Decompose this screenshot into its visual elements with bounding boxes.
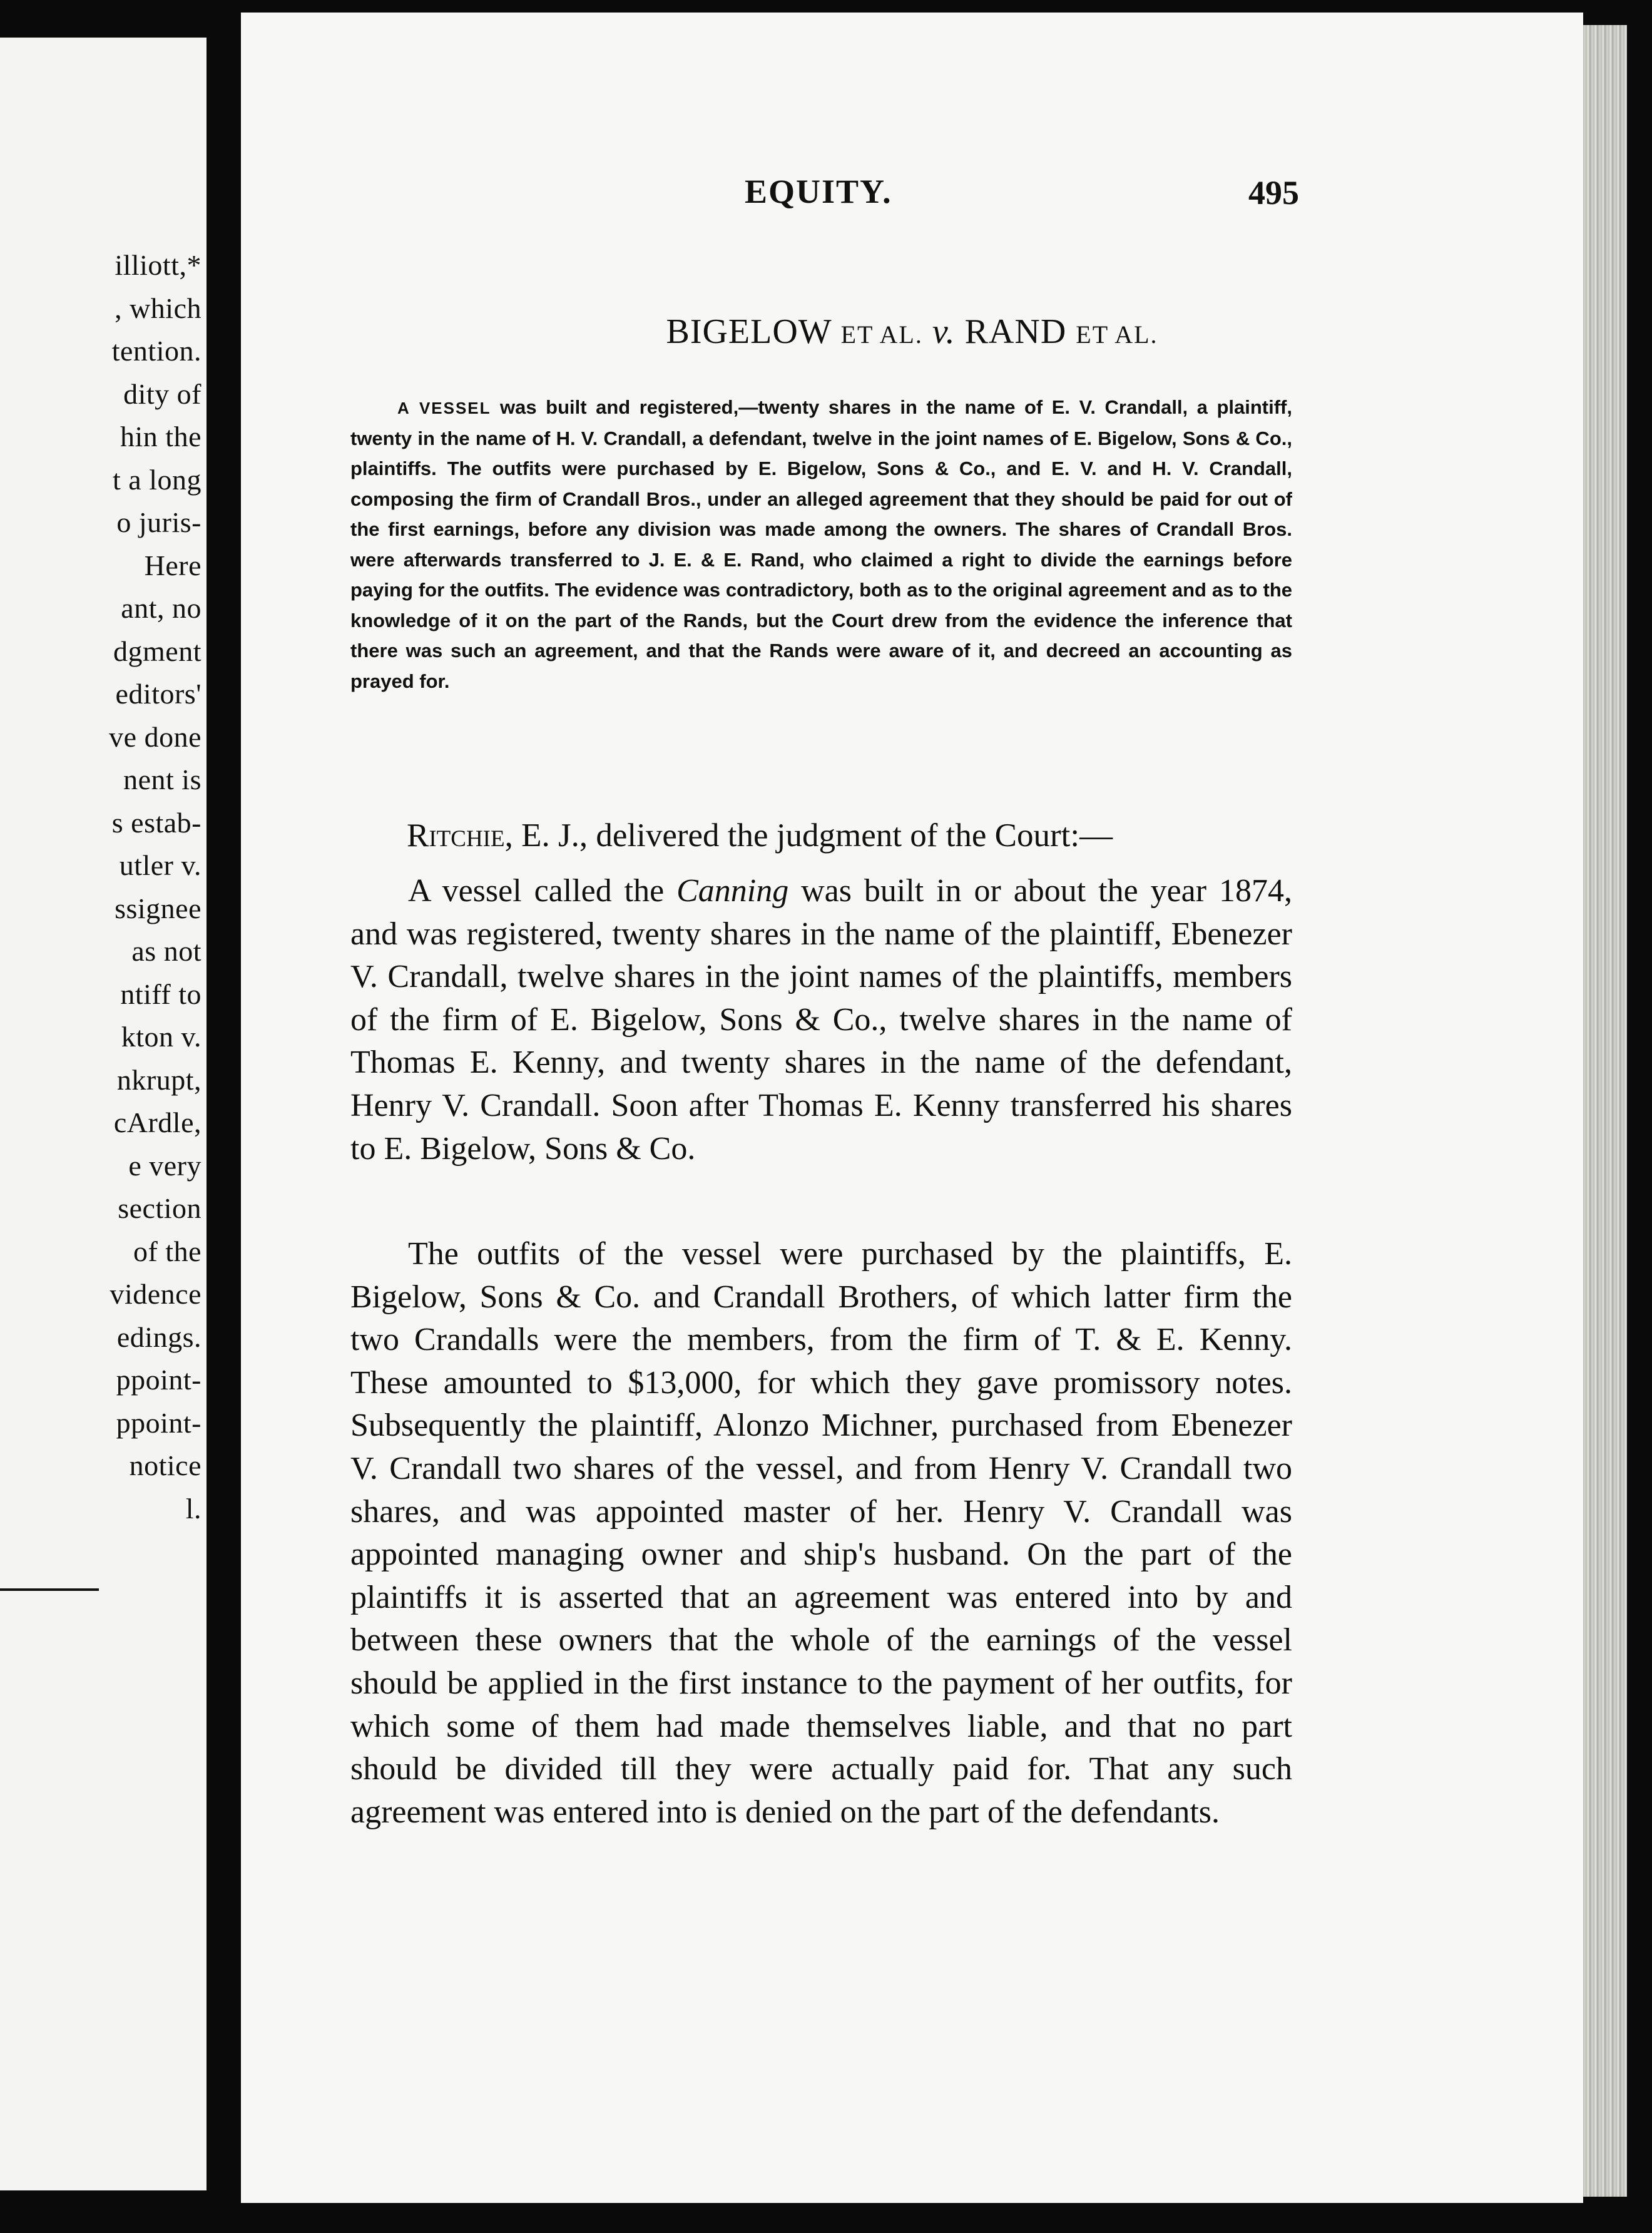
left-page-line: Here: [144, 549, 201, 581]
left-page-line: utler v.: [119, 849, 201, 881]
left-page-line: l.: [185, 1492, 201, 1525]
p1-text-a: A vessel called the: [408, 873, 677, 909]
left-page-line: cArdle,: [113, 1106, 201, 1138]
case-title: [241, 312, 1583, 352]
left-page-line: section: [118, 1192, 201, 1224]
scan-border: [1627, 0, 1652, 2233]
left-page-text-fragments: [1, 244, 201, 1530]
page-number: 495: [1248, 174, 1299, 212]
plaintiff-name: BIGELOW: [666, 312, 832, 351]
left-page-line: o juris-: [116, 506, 201, 538]
left-page-line: ppoint-: [116, 1364, 201, 1396]
headnote: [350, 392, 1292, 697]
adjacent-left-page: [0, 38, 206, 2190]
headnote-lead: A VESSEL: [397, 399, 491, 417]
left-page-line: kton v.: [121, 1021, 201, 1053]
left-page-line: as not: [131, 935, 201, 967]
left-page-line: nkrupt,: [116, 1063, 201, 1096]
left-page-line: dgment: [113, 635, 201, 667]
left-page-line: ssignee: [115, 892, 201, 924]
book-gutter: [206, 0, 241, 2233]
left-page-line: e very: [128, 1149, 201, 1182]
left-page-line: editors': [115, 678, 201, 710]
defendant-name: RAND: [964, 312, 1067, 351]
opinion-paragraph-1: [350, 870, 1292, 1170]
left-page-line: ve done: [109, 720, 201, 753]
headnote-text: was built and registered,—twenty shares in the name of E. V. Crandall, a plaintiff, twenty in the name of H. V. Crandall, a defendant, twelve in the joint names of E. Bigelow, Sons & Co., plaintiffs. The outfits were purchased by E. Bigelow, Sons & Co., and E. V. and H. V. Crandall, composing the firm of Crandall Bros., under an alleged agreement that they should be paid for out of the first earnings, before any division was made among the owners. The shares of Crandall Bros. were afterwards transferred to J. E. & E. Rand, who claimed a right to divide the earnings before paying for the outfits. The evidence was contradictory, both as to the original agreement and as to the knowledge of it on the part of the Rands, but the Court drew from the evidence the inference that there was such an agreement, and that the Rands were aware of it, and decreed an accounting as prayed for.: [350, 396, 1292, 692]
left-page-line: nent is: [123, 764, 201, 795]
left-page-line: tention.: [111, 335, 201, 367]
left-page-line: dity of: [123, 377, 201, 410]
left-page-line: , which: [115, 292, 201, 324]
left-page-line: ntiff to: [120, 978, 201, 1010]
left-page-line: t a long: [113, 463, 201, 496]
opinion-paragraph-2: The outfits of the vessel were purchased by the plaintiffs, E. Bigelow, Sons & Co. and Crandall Brothers, of which latter firm the two Crandalls were the members, from the firm of T. & E. Kenny. These amounted to $13,000, for which they gave promissory notes. Subsequently the plaintiff, Alonzo Michner, purchased from Ebenezer V. Crandall two shares of the vessel, and from Henry V. Crandall two shares, and was appointed master of her. Henry V. Crandall was appointed managing owner and ship's husband. On the part of the plaintiffs it is asserted that an agreement was entered into by and between these owners that the whole of the earnings of the vessel should be applied in the first instance to the payment of her outfits, for which some of them had made themselves liable, and that no part should be divided till they were actually paid for. That any such agreement was entered into is denied on the part of the defendants.: [350, 1236, 1292, 1830]
left-page-line: s estab-: [111, 806, 201, 839]
et-al-2: ET AL.: [1076, 320, 1158, 349]
et-al-1: ET AL.: [840, 320, 923, 349]
left-page-line: edings.: [116, 1321, 201, 1353]
left-page-line: of the: [133, 1235, 201, 1267]
delivered-text: , E. J., delivered the judgment of the Court:—: [504, 817, 1113, 854]
running-title: EQUITY.: [745, 173, 892, 210]
left-page-line: ant, no: [121, 592, 201, 624]
versus: v.: [932, 312, 956, 351]
vessel-name: Canning: [676, 873, 789, 909]
judge-name: Ritchie: [407, 817, 505, 854]
judgment-intro: [407, 817, 1295, 854]
running-head: [241, 172, 1583, 210]
left-page-line: illiott,*: [115, 249, 201, 281]
left-page-line: vidence: [110, 1278, 201, 1310]
p1-text-b: was built in or about the year 1874, and was registered, twenty shares in the name of the plaintiff, Ebenezer V. Crandall, twelve shares in the joint names of the plaintiffs, members of the firm of E. Bigelow, Sons & Co., twelve shares in the name of Thomas E. Kenny, and twenty shares in the name of the defendant, Henry V. Crandall. Soon after Thomas E. Kenny transferred his shares to E. Bigelow, Sons & Co.: [350, 873, 1292, 1167]
main-page: [241, 13, 1583, 2203]
left-page-line: ppoint-: [116, 1406, 201, 1439]
left-page-line: notice: [129, 1449, 201, 1481]
left-page-line: hin the: [120, 421, 201, 452]
footnote-rule: [0, 1588, 99, 1591]
